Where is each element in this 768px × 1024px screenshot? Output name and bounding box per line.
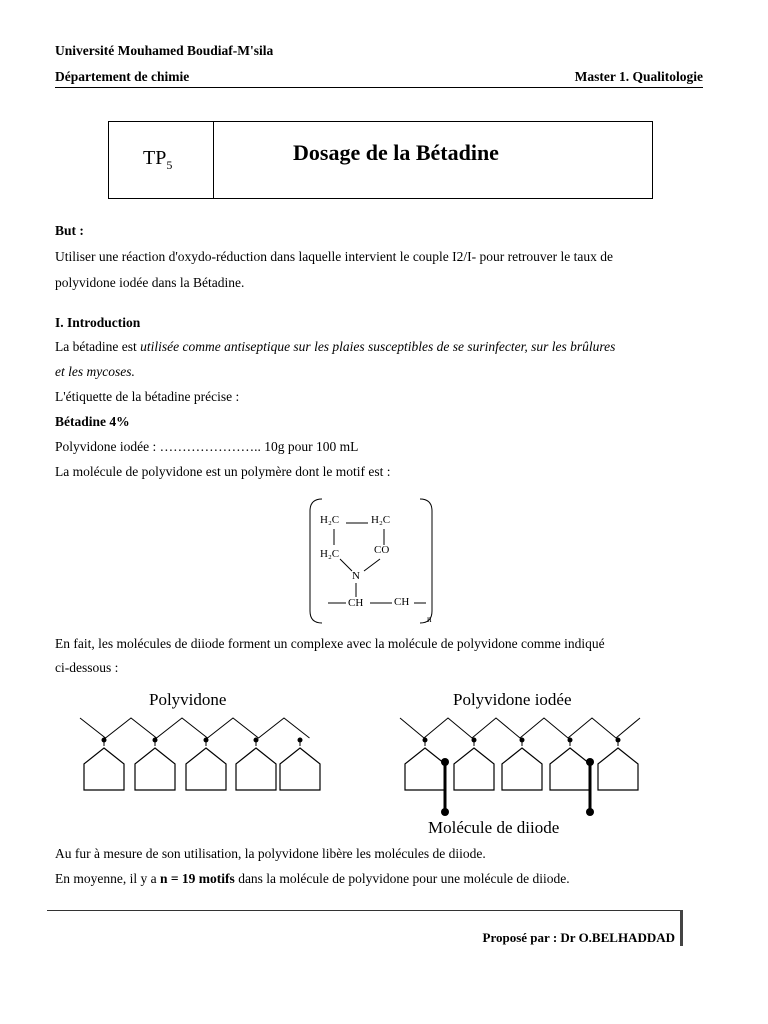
monomer-structure	[308, 497, 438, 627]
pyrrolidone-ring	[280, 748, 320, 790]
attachment-dot	[472, 738, 477, 743]
pyrrolidone-ring	[236, 748, 276, 790]
footer-corner	[680, 910, 683, 946]
pyrrolidone-ring	[405, 748, 445, 790]
motif-line: La molécule de polyvidone est un polymère dont le motif est :	[55, 464, 391, 479]
betadine-percent: Bétadine 4%	[55, 414, 130, 429]
complex-line-1: En fait, les molécules de diiode forment un complexe avec la molécule de polyvidone comme indiqué	[55, 636, 605, 651]
iodine-atom	[586, 808, 594, 816]
attachment-dot	[616, 738, 621, 743]
ch-label-1: CH	[348, 597, 364, 609]
h2c-label-1: H₂C	[320, 514, 340, 526]
but-line-2: polyvidone iodée dans la Bétadine.	[55, 275, 245, 290]
polyvidone-label: Polyvidone	[149, 690, 227, 709]
conclusion-line-2	[55, 871, 570, 887]
polyvidone-iodee-chain	[400, 718, 640, 816]
h2c-label-3: H₂C	[320, 548, 340, 560]
attachment-dot	[153, 738, 158, 743]
polyvidone-line: Polyvidone iodée : ………………….. 10g pour 100 mL	[55, 439, 359, 454]
level-label: Master 1. Qualitologie	[574, 69, 703, 84]
tp-text: TP	[143, 147, 167, 169]
attachment-dot	[102, 738, 107, 743]
pyrrolidone-ring	[84, 748, 124, 790]
intro-line-1-italic: utilisée comme antiseptique sur les plaies susceptibles de se surinfecter, sur les brûlures	[140, 339, 616, 354]
intro-line-1	[55, 339, 615, 355]
pyrrolidone-ring	[135, 748, 175, 790]
polyvidone-chain	[80, 718, 320, 790]
diiode-label: Molécule de diiode	[428, 818, 560, 837]
attachment-dot	[254, 738, 259, 743]
repeat-n-label: n	[427, 614, 432, 624]
tp-number: 5	[166, 158, 173, 172]
title-box-divider	[213, 122, 214, 198]
ch-label-2: CH	[394, 596, 410, 608]
author-credit: Proposé par : Dr O.BELHADDAD	[482, 930, 675, 945]
but-heading: But :	[55, 223, 84, 238]
intro-line-2	[55, 364, 135, 380]
conclusion-line-2-a: En moyenne, il y a	[55, 871, 160, 886]
intro-heading: I. Introduction	[55, 315, 141, 330]
attachment-dot	[204, 738, 209, 743]
pyrrolidone-ring	[550, 748, 590, 790]
department-name: Département de chimie	[55, 69, 190, 84]
co-label: CO	[374, 544, 390, 556]
conclusion-line-1: Au fur à mesure de son utilisation, la polyvidone libère les molécules de diiode.	[55, 846, 486, 861]
but-line-1: Utiliser une réaction d'oxydo-réduction dans laquelle intervient le couple I2/I- pour retrouver le taux de	[55, 249, 613, 264]
pyrrolidone-ring	[502, 748, 542, 790]
doc-title: Dosage de la Bétadine	[293, 140, 499, 165]
pyrrolidone-ring	[598, 748, 638, 790]
attachment-dot	[568, 738, 573, 743]
motif-count: n = 19 motifs	[159, 871, 235, 886]
attachment-dot	[423, 738, 428, 743]
attachment-dot	[298, 738, 303, 743]
polymer-figure	[0, 710, 768, 820]
complex-line-2: ci-dessous :	[55, 660, 119, 675]
backbone	[80, 718, 310, 738]
conclusion-line-2-b: dans la molécule de polyvidone pour une molécule de diiode.	[234, 871, 570, 886]
polyvidone-iodee-label: Polyvidone iodée	[453, 690, 572, 709]
intro-line-2-italic: et les mycoses.	[55, 364, 135, 379]
backbone	[400, 718, 640, 738]
intro-line-1-plain: La bétadine est	[55, 339, 141, 354]
title-box	[108, 121, 653, 199]
label-line: L'étiquette de la bétadine précise :	[55, 389, 240, 404]
tp-label	[143, 147, 172, 173]
attachment-dot	[520, 738, 525, 743]
footer-rule	[47, 910, 681, 911]
university-name: Université Mouhamed Boudiaf-M'sila	[55, 43, 274, 58]
h2c-label-2: H₂C	[371, 514, 391, 526]
iodine-atom	[441, 808, 449, 816]
pyrrolidone-ring	[186, 748, 226, 790]
n-label: N	[352, 570, 360, 582]
pyrrolidone-ring	[454, 748, 494, 790]
header-rule	[55, 87, 703, 88]
